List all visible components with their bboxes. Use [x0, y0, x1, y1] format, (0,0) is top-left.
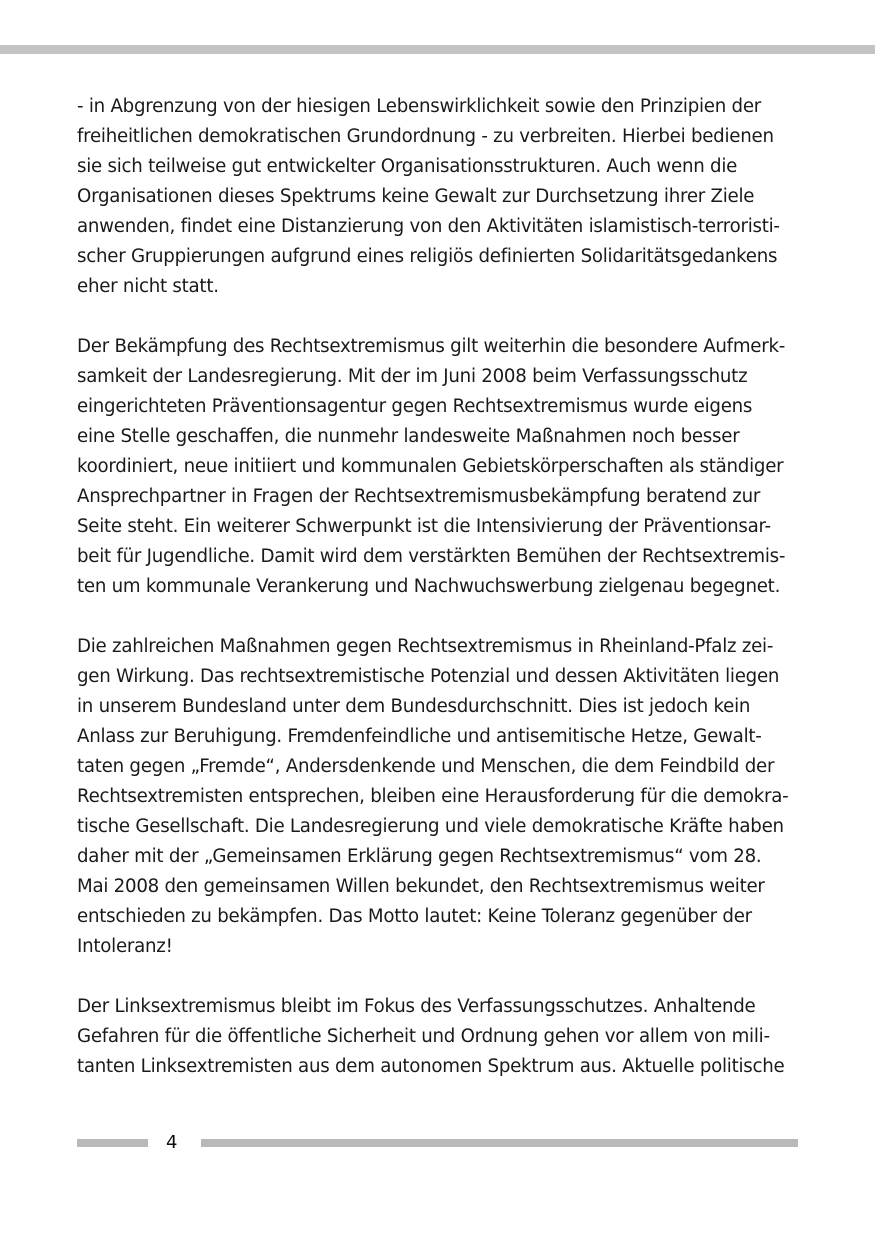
text-line: Seite steht. Ein weiterer Schwerpunkt ist die Intensivierung der Präventionsar-	[77, 516, 771, 537]
text-line: Anlass zur Beruhigung. Fremdenfeindliche und antisemitische Hetze, Gewalt-	[77, 726, 762, 747]
text-line: beit für Jugendliche. Damit wird dem verstärkten Bemühen der Rechtsextremis-	[77, 546, 786, 567]
text-line: tanten Linksextremisten aus dem autonomen Spektrum aus. Aktuelle politische	[77, 1056, 785, 1077]
footer-rule-right	[201, 1139, 798, 1147]
document-body	[77, 92, 799, 1112]
text-line: Der Bekämpfung des Rechtsextremismus gilt weiterhin die besondere Aufmerk-	[77, 336, 786, 357]
paragraph-3	[77, 632, 799, 962]
text-line: eher nicht statt.	[77, 276, 219, 297]
text-line: taten gegen „Fremde“, Andersdenkende und Menschen, die dem Feindbild der	[77, 756, 775, 777]
text-line: ten um kommunale Verankerung und Nachwuchswerbung zielgenau begegnet.	[77, 576, 781, 597]
text-line: Organisationen dieses Spektrums keine Gewalt zur Durchsetzung ihrer Ziele	[77, 186, 755, 207]
text-line: eingerichteten Präventionsagentur gegen Rechtsextremismus wurde eigens	[77, 396, 753, 417]
text-line: Rechtsextremisten entsprechen, bleiben eine Herausforderung für die demokra-	[77, 786, 789, 807]
paragraph-4	[77, 992, 799, 1082]
page-number: 4	[166, 1132, 178, 1153]
text-line: Der Linksextremismus bleibt im Fokus des Verfassungsschutzes. Anhaltende	[77, 996, 756, 1017]
text-line: daher mit der „Gemeinsamen Erklärung gegen Rechtsextremismus“ vom 28.	[77, 846, 762, 867]
text-line: Mai 2008 den gemeinsamen Willen bekundet, den Rechtsextremismus weiter	[77, 876, 765, 897]
text-line: gen Wirkung. Das rechtsextremistische Potenzial und dessen Aktivitäten liegen	[77, 666, 780, 687]
text-line: Gefahren für die öffentliche Sicherheit und Ordnung gehen vor allem von mili-	[77, 1026, 770, 1047]
text-line: Intoleranz!	[77, 936, 173, 957]
text-line: entschieden zu bekämpfen. Das Motto lautet: Keine Toleranz gegenüber der	[77, 906, 752, 927]
paragraph-1	[77, 92, 799, 302]
text-line: freiheitlichen demokratischen Grundordnung - zu verbreiten. Hierbei bedienen	[77, 126, 774, 147]
footer-rule-left	[77, 1139, 148, 1147]
text-line: samkeit der Landesregierung. Mit der im Juni 2008 beim Verfassungsschutz	[77, 366, 748, 387]
paragraph-2	[77, 332, 799, 602]
text-line: Die zahlreichen Maßnahmen gegen Rechtsextremismus in Rheinland-Pfalz zei-	[77, 636, 774, 657]
text-line: anwenden, findet eine Distanzierung von den Aktivitäten islamistisch-terroristi-	[77, 216, 780, 237]
text-line: - in Abgrenzung von der hiesigen Lebenswirklichkeit sowie den Prinzipien der	[77, 96, 761, 117]
text-line: Ansprechpartner in Fragen der Rechtsextremismusbekämpfung beratend zur	[77, 486, 761, 507]
text-line: eine Stelle geschaffen, die nunmehr landesweite Maßnahmen noch besser	[77, 426, 740, 447]
text-line: sie sich teilweise gut entwickelter Organisationsstrukturen. Auch wenn die	[77, 156, 738, 177]
text-line: in unserem Bundesland unter dem Bundesdurchschnitt. Dies ist jedoch kein	[77, 696, 751, 717]
text-line: koordiniert, neue initiiert und kommunalen Gebietskörperschaften als ständiger	[77, 456, 784, 477]
text-line: tische Gesellschaft. Die Landesregierung und viele demokratische Kräfte haben	[77, 816, 784, 837]
text-line: scher Gruppierungen aufgrund eines religiös definierten Solidaritätsgedankens	[77, 246, 778, 267]
top-rule	[0, 45, 875, 54]
